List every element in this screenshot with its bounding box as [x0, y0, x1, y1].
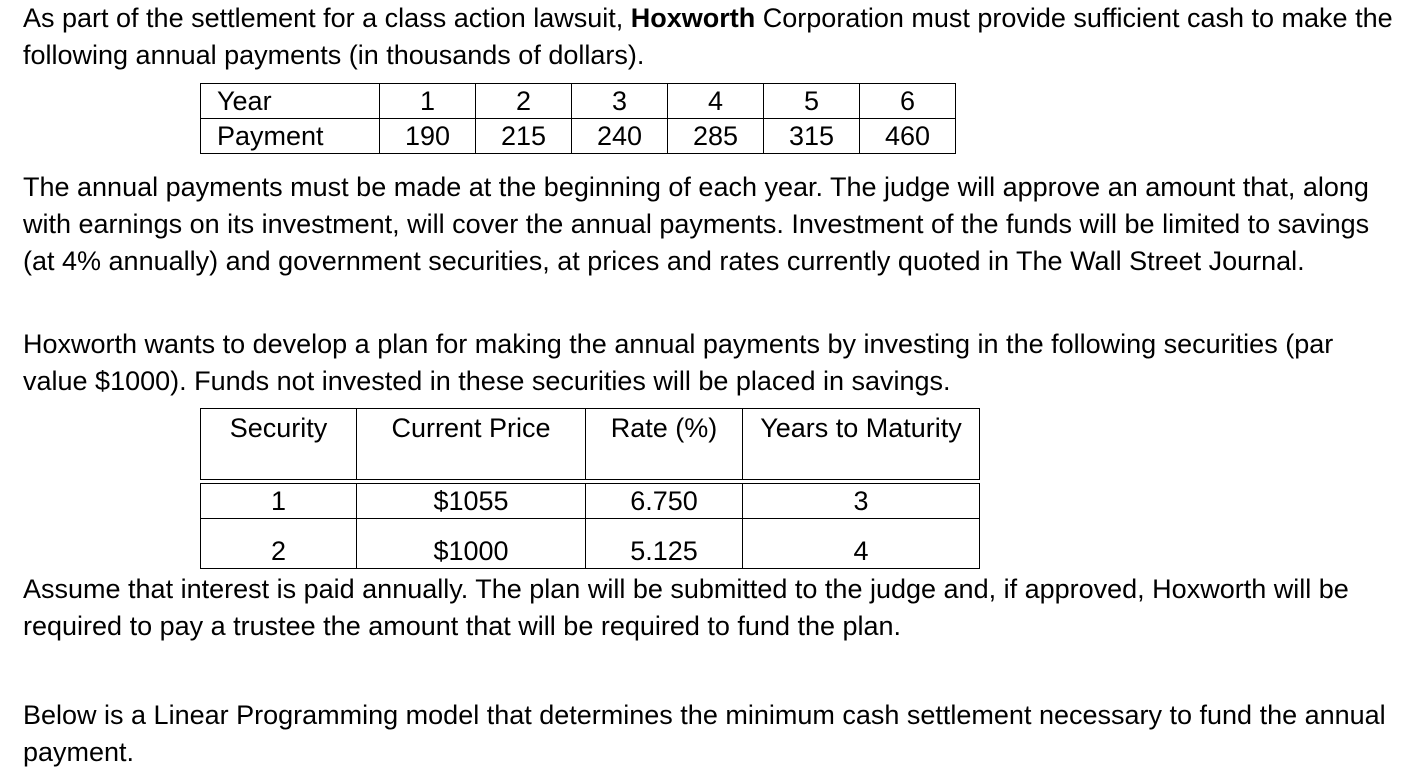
rate-cell: 6.750: [586, 484, 743, 519]
payments-table: [200, 83, 956, 154]
payment-cell: 315: [764, 119, 860, 154]
header-current-price: Current Price: [357, 409, 586, 480]
header-security: Security: [201, 409, 357, 480]
year-cell: 2: [476, 84, 572, 119]
intro-text-before: As part of the settlement for a class action lawsuit,: [23, 3, 631, 33]
intro-paragraph: [23, 0, 1393, 74]
security-cell: 2: [201, 519, 357, 569]
security-cell: 1: [201, 484, 357, 519]
table-row: [201, 484, 980, 519]
year-cell: 1: [380, 84, 476, 119]
payment-row-label: Payment: [201, 119, 380, 154]
table-row: [201, 519, 980, 569]
price-cell: $1055: [357, 484, 586, 519]
securities-header-row: [201, 409, 980, 480]
price-cell: $1000: [357, 519, 586, 569]
year-cell: 4: [668, 84, 764, 119]
year-cell: 3: [572, 84, 668, 119]
lp-model-paragraph: Below is a Linear Programming model that determines the minimum cash settlement necessary to fund the annual payment.: [23, 700, 1386, 767]
header-rate: Rate (%): [586, 409, 743, 480]
securities-table: [200, 408, 980, 569]
year-row-label: Year: [201, 84, 380, 119]
year-row: [201, 84, 956, 119]
payment-cell: 460: [860, 119, 956, 154]
investment-plan-paragraph: Hoxworth wants to develop a plan for making the annual payments by investing in the following securities (par value $1000). Funds not invested in these securities will be placed in savings.: [23, 329, 1334, 396]
payment-row: [201, 119, 956, 154]
rate-cell: 5.125: [586, 519, 743, 569]
company-name: Hoxworth: [630, 3, 756, 33]
payment-cell: 240: [572, 119, 668, 154]
payment-cell: 190: [380, 119, 476, 154]
year-cell: 6: [860, 84, 956, 119]
annual-payments-paragraph: The annual payments must be made at the beginning of each year. The judge will approve an amount that, along with earnings on its investment, will cover the annual payments. Investment of the funds will be limited to savings (at 4% annually) and government securities, at prices and rates currently quoted in The Wall Street Journal.: [23, 172, 1370, 276]
payment-cell: 285: [668, 119, 764, 154]
header-years-to-maturity: Years to Maturity: [743, 409, 980, 480]
years-cell: 3: [743, 484, 980, 519]
intro-text-after: Corporation must provide sufficient cash to make the following annual payments (in thousands of dollars).: [23, 3, 1393, 70]
year-cell: 5: [764, 84, 860, 119]
payment-cell: 215: [476, 119, 572, 154]
years-cell: 4: [743, 519, 980, 569]
assumption-paragraph: Assume that interest is paid annually. The plan will be submitted to the judge and, if approved, Hoxworth will be required to pay a trustee the amount that will be required to fund the plan.: [23, 574, 1349, 641]
